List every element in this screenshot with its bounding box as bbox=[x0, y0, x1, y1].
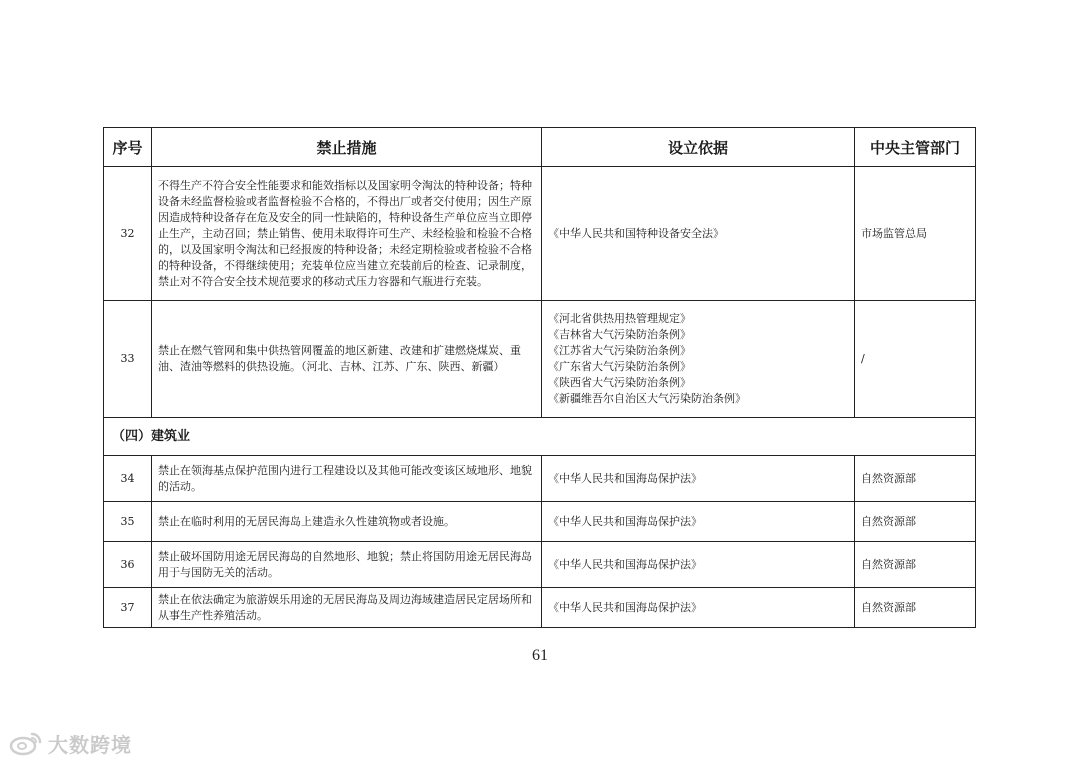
row-measure: 禁止在燃气管网和集中供热管网覆盖的地区新建、改建和扩建燃烧煤炭、重油、渣油等燃料的供热设施。（河北、吉林、江苏、广东、陕西、新疆） bbox=[152, 301, 542, 418]
basis-item: 《江苏省大气污染防治条例》 bbox=[548, 344, 691, 357]
table-header-row bbox=[104, 128, 976, 167]
header-number: 序号 bbox=[104, 128, 152, 167]
row-measure: 禁止在依法确定为旅游娱乐用途的无居民海岛及周边海域建造居民定居场所和从事生产性养殖活动。 bbox=[152, 588, 542, 628]
row-department: / bbox=[855, 301, 976, 418]
basis-item: 《陕西省大气污染防治条例》 bbox=[548, 376, 691, 389]
row-basis bbox=[542, 167, 855, 301]
row-number: 32 bbox=[104, 167, 152, 301]
watermark bbox=[8, 728, 132, 758]
table-row bbox=[104, 167, 976, 301]
header-department: 中央主管部门 bbox=[855, 128, 976, 167]
page-number: 61 bbox=[532, 647, 548, 664]
regulation-table bbox=[103, 127, 976, 628]
basis-item: 《中华人民共和国海岛保护法》 bbox=[548, 514, 702, 528]
row-basis bbox=[542, 588, 855, 628]
row-basis bbox=[542, 456, 855, 502]
row-department: 自然资源部 bbox=[855, 542, 976, 588]
row-measure: 禁止在领海基点保护范围内进行工程建设以及其他可能改变该区域地形、地貌的活动。 bbox=[152, 456, 542, 502]
weibo-logo-icon bbox=[8, 730, 44, 756]
row-department: 自然资源部 bbox=[855, 502, 976, 542]
row-basis bbox=[542, 542, 855, 588]
table-row bbox=[104, 301, 976, 418]
row-measure: 禁止破坏国防用途无居民海岛的自然地形、地貌；禁止将国防用途无居民海岛用于与国防无关的活动。 bbox=[152, 542, 542, 588]
row-measure: 不得生产不符合安全性能要求和能效指标以及国家明令淘汰的特种设备；特种设备未经监督检验或者监督检验不合格的，不得出厂或者交付使用；因生产原因造成特种设备存在危及安全的同一性缺陷的，特种设备生产单位应当立即停止生产，主动召回；禁止销售、使用未取得许可生产、未经检验和检验不合格的，以及国家明令淘汰和已经报废的特种设备；未经定期检验或者检验不合格的特种设备，不得继续使用；充装单位应当建立充装前后的检查、记录制度，禁止对不符合安全技术规范要求的移动式压力容器和气瓶进行充装。 bbox=[152, 167, 542, 301]
table-row bbox=[104, 456, 976, 502]
row-number: 37 bbox=[104, 588, 152, 628]
row-basis bbox=[542, 301, 855, 418]
table-row bbox=[104, 588, 976, 628]
row-department: 市场监管总局 bbox=[855, 167, 976, 301]
row-number: 34 bbox=[104, 456, 152, 502]
header-basis: 设立依据 bbox=[542, 128, 855, 167]
basis-item: 《中华人民共和国特种设备安全法》 bbox=[548, 226, 724, 240]
basis-item: 《广东省大气污染防治条例》 bbox=[548, 360, 691, 373]
section-title: （四）建筑业 bbox=[104, 418, 976, 456]
row-number: 35 bbox=[104, 502, 152, 542]
row-number: 36 bbox=[104, 542, 152, 588]
row-number: 33 bbox=[104, 301, 152, 418]
basis-item: 《中华人民共和国海岛保护法》 bbox=[548, 600, 702, 614]
basis-item: 《河北省供热用热管理规定》 bbox=[548, 312, 691, 325]
section-row bbox=[104, 418, 976, 456]
basis-item: 《中华人民共和国海岛保护法》 bbox=[548, 557, 702, 571]
basis-item: 《新疆维吾尔自治区大气污染防治条例》 bbox=[548, 392, 746, 405]
row-department: 自然资源部 bbox=[855, 456, 976, 502]
basis-item: 《中华人民共和国海岛保护法》 bbox=[548, 471, 702, 485]
watermark-text: 大数跨境 bbox=[48, 732, 132, 757]
table-row bbox=[104, 542, 976, 588]
row-measure: 禁止在临时利用的无居民海岛上建造永久性建筑物或者设施。 bbox=[152, 502, 542, 542]
row-department: 自然资源部 bbox=[855, 588, 976, 628]
basis-item: 《吉林省大气污染防治条例》 bbox=[548, 328, 691, 341]
header-measure: 禁止措施 bbox=[152, 128, 542, 167]
table-row bbox=[104, 502, 976, 542]
row-basis bbox=[542, 502, 855, 542]
